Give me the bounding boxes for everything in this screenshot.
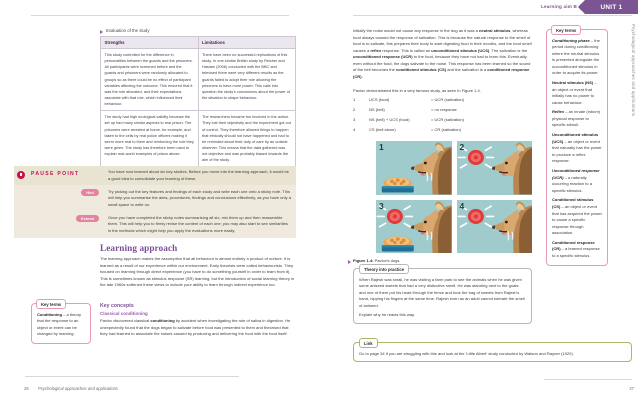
strengths-limitations-table bbox=[100, 36, 296, 167]
link-tab-label: Link bbox=[359, 338, 378, 347]
paragraph-segment: , whereas food always caused the response of salivation. This is because the natural response to the smell of food is to salivate, this prepares their body to start digesting food in their mouths, and the food smell causes a bbox=[353, 28, 532, 53]
learning-approach-paragraph: The learning approach makes the assumption that all behaviour is almost entirely a product of nurture. It is learned as a result of our experience within our environment. Early theorists were called behaviourists. They focused on learning through direct experience (you have to do something yourself in order to learn from it). This is sometimes known as stimulus response (SR) learning, but the introduction of social learning theory in the late 1960s softened these views to include your ability to learn through indirect experience too. bbox=[100, 256, 295, 288]
key-term-name: Conditioned stimulus (CS) bbox=[552, 197, 594, 210]
key-term-definition: – a learned response to a specific stimulus. bbox=[552, 246, 600, 259]
theory-question: Explain why he reacts this way. bbox=[359, 312, 415, 318]
key-term-definition: – an innate (inborn) physical response to specific stimuli. bbox=[552, 109, 601, 128]
paragraph-segment-bold: conditioning bbox=[150, 318, 175, 323]
paragraph-segment: Initially the noise would not cause any response in the dog as it was a bbox=[353, 28, 479, 33]
key-term-name: Conditioning phase bbox=[552, 37, 590, 43]
link-text-prefix: Go to page 34 if you are struggling with this and look at the bbox=[359, 350, 466, 356]
food-bowl-icon bbox=[382, 177, 414, 192]
running-head-vertical: Psychological approaches and applications bbox=[631, 24, 636, 117]
sequence-stimulus: UCS (food) bbox=[369, 97, 390, 102]
table-header-limitations: Limitations bbox=[198, 37, 296, 49]
theory-into-practice-box bbox=[353, 268, 532, 324]
bullet-arrow-icon bbox=[100, 30, 103, 34]
panel-illustration bbox=[457, 200, 533, 254]
link-text-quoted: 'Little Albert' bbox=[465, 350, 488, 356]
key-term-name: Unconditioned stimulus (UCS) bbox=[552, 132, 599, 144]
paragraph-segment-bold: unconditioned stimulus (UCS) bbox=[431, 47, 490, 53]
table-cell: This study controlled for the difference in personalities between the guards and the prisoners. All participants were screened before and the guards and prisoners were randomly allocated to groups so as there could be no effect of participant variables affecting the outcome. This ensured that it was the role allocated, and their expectations associate with that role, which influenced their behaviour. bbox=[101, 49, 199, 111]
paragraph-segment-bold: reflex bbox=[370, 47, 382, 53]
table-cell: There have been no successful replications of this study. In one similar British study by Reicher and Haslam (2006) conducted with the BBC and televised there were very different results as the guards failed to adopt their role allowing the prisoners to have more power. This calls into question the study's conclusions about the power of the situation to shape behaviour. bbox=[198, 49, 296, 111]
extend-badge: Extend bbox=[76, 215, 99, 221]
sequence-number: 2 bbox=[353, 106, 356, 112]
key-terms-box-left bbox=[31, 303, 91, 344]
sequence-stimulus: CS (bell alone) bbox=[369, 126, 396, 132]
key-term-entry bbox=[552, 240, 602, 260]
conditioning-explanation-paragraph bbox=[353, 28, 532, 80]
paragraph-segment: and the salivation is a bbox=[446, 67, 488, 73]
table-cell: The researchers became too involved in the action. They lost their objectivity and the experiment got out of control. They therefore allowed things to happen that ethically should not have happened and had to be reminded about their duty of care by an outside observer. This means that the data gathered was not objective and was probably biased towards the aim of the study. bbox=[198, 111, 296, 167]
theory-into-practice-tab-label: Theory into practice bbox=[359, 264, 409, 273]
key-term-name: Unconditioned response (UCR) bbox=[552, 168, 600, 180]
key-term-name: Reflex bbox=[552, 109, 565, 115]
key-terms-box-right bbox=[546, 29, 608, 266]
key-terms-tab-label: Key terms bbox=[36, 299, 66, 308]
figure-panel bbox=[457, 141, 533, 195]
sequence-row bbox=[353, 107, 538, 114]
key-term-definition: – an object or event that naturally has the power to produce a reflex response. bbox=[552, 138, 602, 164]
sequence-number: 1 bbox=[353, 97, 356, 102]
key-term-entry bbox=[552, 197, 602, 236]
figure-caption-text: Pavlov's dogs bbox=[373, 258, 400, 263]
figure-panel bbox=[457, 200, 533, 254]
page-number-right: 27 bbox=[629, 386, 634, 391]
pause-point-hint-row bbox=[14, 185, 296, 211]
pause-point-panel bbox=[14, 166, 296, 238]
learning-approach-heading: Learning approach bbox=[100, 243, 178, 253]
figure-caption bbox=[353, 258, 399, 263]
pause-point-extend-row bbox=[14, 211, 296, 237]
panel-illustration bbox=[376, 141, 452, 195]
key-terms-tab-label: Key terms bbox=[551, 25, 581, 34]
key-term-name: Neutral stimulus (NS) bbox=[552, 79, 594, 85]
key-term-name: Conditioned response (CR) bbox=[552, 239, 595, 252]
sequence-row bbox=[353, 127, 538, 134]
sequence-response: = CR (salivation) bbox=[431, 126, 462, 132]
table-row bbox=[101, 111, 296, 167]
header-rule-right bbox=[353, 15, 632, 16]
table-header-row bbox=[101, 37, 296, 49]
key-concepts-heading: Key concepts bbox=[100, 303, 134, 309]
paragraph-segment: to the food, because they have not had to learn this. Eventually, even without the food, the dogs salivate to the noise. This response has been learned so the sound of the bell becomes the bbox=[353, 54, 531, 73]
key-term-definition: – the period during conditioning where the neutral stimulus is presented alongside the unconditioned stimulus in order to acquire its power. bbox=[552, 37, 600, 76]
panel-number: 4 bbox=[459, 200, 465, 211]
key-term-entry bbox=[552, 80, 602, 106]
conditioning-sequence-list bbox=[353, 97, 538, 137]
sequence-response: = UCR (salivation) bbox=[431, 97, 464, 102]
pause-point-intro-row bbox=[14, 166, 296, 185]
panel-illustration bbox=[376, 200, 452, 254]
hint-badge: Hint bbox=[81, 189, 99, 195]
sequence-row bbox=[353, 117, 538, 124]
key-term-entry bbox=[37, 312, 85, 338]
sequence-stimulus: NS (bell) + UCS (food) bbox=[369, 116, 410, 122]
table-row bbox=[101, 49, 296, 111]
panel-number: 3 bbox=[379, 200, 384, 211]
pause-point-intro-text: You have now learned about six key studies. Before you move into the learning approach, it would be a good idea to consolidate your learning of these. bbox=[108, 169, 289, 181]
footer-title-left: Psychological approaches and applications bbox=[38, 386, 119, 391]
panel-illustration bbox=[457, 141, 533, 195]
classical-conditioning-paragraph bbox=[100, 318, 296, 338]
pavlov-figure bbox=[376, 141, 532, 253]
paragraph-segment-bold: conditioned stimulus (CS) bbox=[395, 67, 447, 73]
panel-number: 1 bbox=[379, 142, 384, 152]
evaluation-heading: Evaluation of the study bbox=[106, 28, 150, 33]
figure-caption-label: Figure 1.4: bbox=[353, 258, 374, 263]
pause-point-extend-text: Once you have completed the sticky notes summarising all six, mix them up and then reassemble them. This will help you to firmly revise the content of each one; you may also start to see similarities in the methods which might help you apply the evaluations more easily. bbox=[108, 214, 288, 233]
sequence-number: 3 bbox=[353, 116, 356, 122]
paragraph-segment: . bbox=[361, 73, 363, 79]
key-term-entry bbox=[552, 109, 602, 129]
pause-point-hint-text: Try picking out the key features and findings of each study and write each one onto a sticky note. This will help you summarise the aims, procedures, findings and conclusions effectively, as you have only a small space to write on. bbox=[108, 188, 291, 207]
figure-panel bbox=[376, 200, 452, 254]
paragraph-segment-bold: conditioned response (CR) bbox=[353, 67, 530, 79]
sequence-response: = no response bbox=[431, 106, 457, 112]
key-terms-content bbox=[32, 304, 90, 343]
table-header-strengths: Strengths bbox=[101, 37, 199, 49]
bullet-arrow-icon bbox=[348, 260, 351, 264]
pause-point-gutter bbox=[14, 166, 108, 185]
food-bowl-icon bbox=[382, 236, 414, 251]
learning-aim-label: Learning aim B bbox=[541, 4, 577, 9]
pause-point-gutter bbox=[14, 185, 108, 211]
footer-rule-right bbox=[544, 379, 632, 380]
key-terms-content bbox=[547, 30, 607, 265]
paragraph-segment: response. This is called an bbox=[381, 47, 432, 53]
unit-badge: UNIT 1 bbox=[585, 0, 638, 14]
pause-point-title: PAUSE POINT bbox=[31, 171, 80, 178]
paragraph-segment: . The salivation is the bbox=[489, 47, 528, 53]
footer-rule-left bbox=[25, 376, 239, 377]
key-term-entry bbox=[552, 168, 602, 194]
page-number-left: 26 bbox=[24, 386, 29, 391]
panel-number: 2 bbox=[459, 142, 465, 152]
key-term-definition: – a naturally occurring reaction to a specific stimulus. bbox=[552, 174, 593, 193]
pause-icon bbox=[17, 171, 25, 179]
key-term-definition: – an object or event that has acquired the power to cause a specific response through association. bbox=[552, 204, 602, 236]
pavlov-intro-paragraph: Pavlov demonstrated this in a very famous study, as seen in Figure 1.4. bbox=[353, 88, 481, 93]
theory-into-practice-content bbox=[354, 269, 531, 323]
link-box bbox=[353, 342, 632, 362]
paragraph-segment-bold: neutral stimulus bbox=[478, 28, 511, 33]
sequence-number: 4 bbox=[353, 126, 356, 132]
paragraph-segment: by accident when investigating the role of saliva in digestion. He unexpectedly found that the dogs began to salivate before food was presented to them and theorised that they had learned to associate the noises caused by producing and delivering the food with the food itself. bbox=[100, 318, 291, 337]
key-term-entry bbox=[552, 38, 602, 77]
key-term-definition: – an object or event that initially has no power to cause behaviour. bbox=[552, 79, 597, 105]
key-term-definition: – a theory that the response to an object or event can be changed by learning. bbox=[37, 311, 82, 337]
figure-panel bbox=[376, 141, 452, 195]
paragraph-segment-bold: unconditioned response (UCR) bbox=[353, 54, 413, 60]
key-term-entry bbox=[552, 132, 602, 165]
pause-point-gutter bbox=[14, 211, 108, 237]
right-page bbox=[319, 0, 638, 400]
header-rule-left bbox=[31, 15, 289, 16]
sequence-row bbox=[353, 97, 538, 104]
key-term-name: Conditioning bbox=[37, 311, 62, 317]
sequence-response: = UCR (salivation) bbox=[431, 116, 464, 122]
table-cell: The study had high ecological validity because the set up had many similar aspects to real prison. The prisoners were arrested at home, for example, and taken to the cells by real police officers making it seem more real to them and reinforcing the role they were given. The study has therefore been used to explain real-world examples of prison abuse. bbox=[101, 111, 199, 167]
theory-paragraph: When Rajesh was small, he was visiting a farm park to see the animals when he was given some aniseed sweets that had a very distinctive smell. He was standing next to the goats and one of them put his head through the fence and took the bag of sweets from Rajesh's hand, nipping his fingers at the same time. Rajesh even as an adult cannot tolerate the smell of aniseed. bbox=[359, 276, 525, 308]
link-content bbox=[354, 343, 631, 361]
sequence-stimulus: NS (bell) bbox=[369, 106, 385, 112]
classical-conditioning-subheading: Classical conditioning bbox=[100, 311, 148, 316]
link-text-suffix: study conducted by Watson and Rayner (1920). bbox=[487, 350, 574, 356]
paragraph-segment: Pavlov discovered classical bbox=[100, 318, 151, 323]
